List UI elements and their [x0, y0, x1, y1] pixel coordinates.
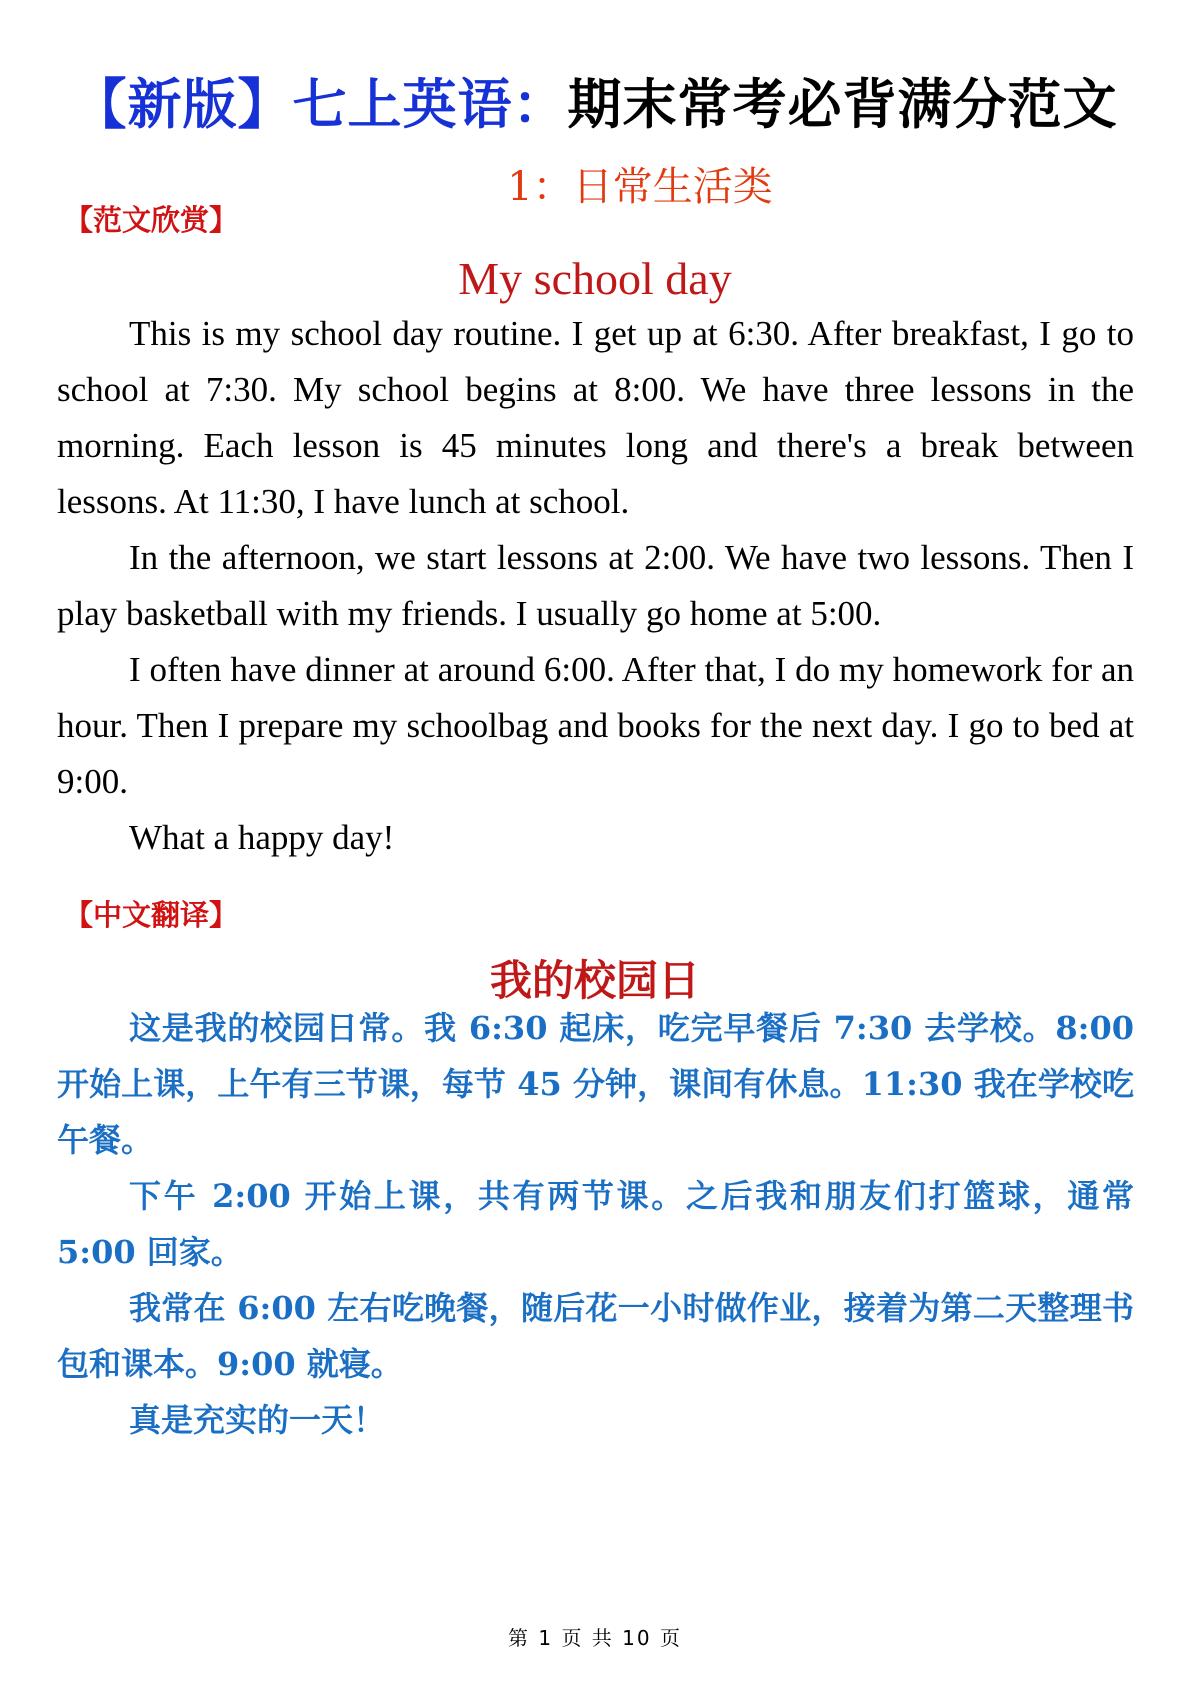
category-subtitle: 1：日常生活类 — [507, 164, 773, 210]
essay-paragraph: What a happy day! — [129, 818, 395, 857]
page-title — [0, 62, 1190, 139]
page-number-footer: 第 1 页 共 10 页 — [508, 1626, 682, 1650]
essay-paragraph: I often have dinner at around 6:00. After that, I do my homework for an hour. Then I prepare my schoolbag and books for the next day. I go to bed at 9:00. — [57, 650, 1134, 801]
translation-title: 我的校园日 — [489, 956, 700, 1005]
essay-title: My school day — [458, 253, 732, 304]
essay-paragraph: This is my school day routine. I get up at 6:30. After breakfast, I go to school at 7:30. My school begins at 8:00. We have three lessons in the morning. Each lesson is 45 minutes long and there's a break between lessons. At 11:30, I have lunch at school. — [57, 314, 1134, 521]
page-title-main: 期末常考必背满分范文 — [567, 72, 1118, 136]
essay-paragraph: In the afternoon, we start lessons at 2:00. We have two lessons. Then I play basketball with my friends. I usually go home at 5:00. — [57, 538, 1134, 633]
translation-paragraph: 下午 2:00 开始上课，共有两节课。之后我和朋友们打篮球，通常 5:00 回家。 — [57, 1177, 1134, 1271]
section-label-translation: 【中文翻译】 — [64, 898, 239, 932]
page-title-highlight: 【新版】七上英语： — [72, 72, 568, 136]
translation-paragraph: 我常在 6:00 左右吃晚餐，随后花一小时做作业，接着为第二天整理书包和课本。9:00 就寝。 — [57, 1289, 1134, 1383]
translation-body — [57, 1000, 1134, 1448]
essay-body — [57, 306, 1134, 866]
translation-paragraph: 这是我的校园日常。我 6:30 起床，吃完早餐后 7:30 去学校。8:00 开始上课，上午有三节课，每节 45 分钟，课间有休息。11:30 我在学校吃午餐。 — [57, 1009, 1134, 1159]
translation-paragraph: 真是充实的一天！ — [129, 1401, 386, 1439]
section-label-sample-essay: 【范文欣赏】 — [64, 203, 239, 237]
